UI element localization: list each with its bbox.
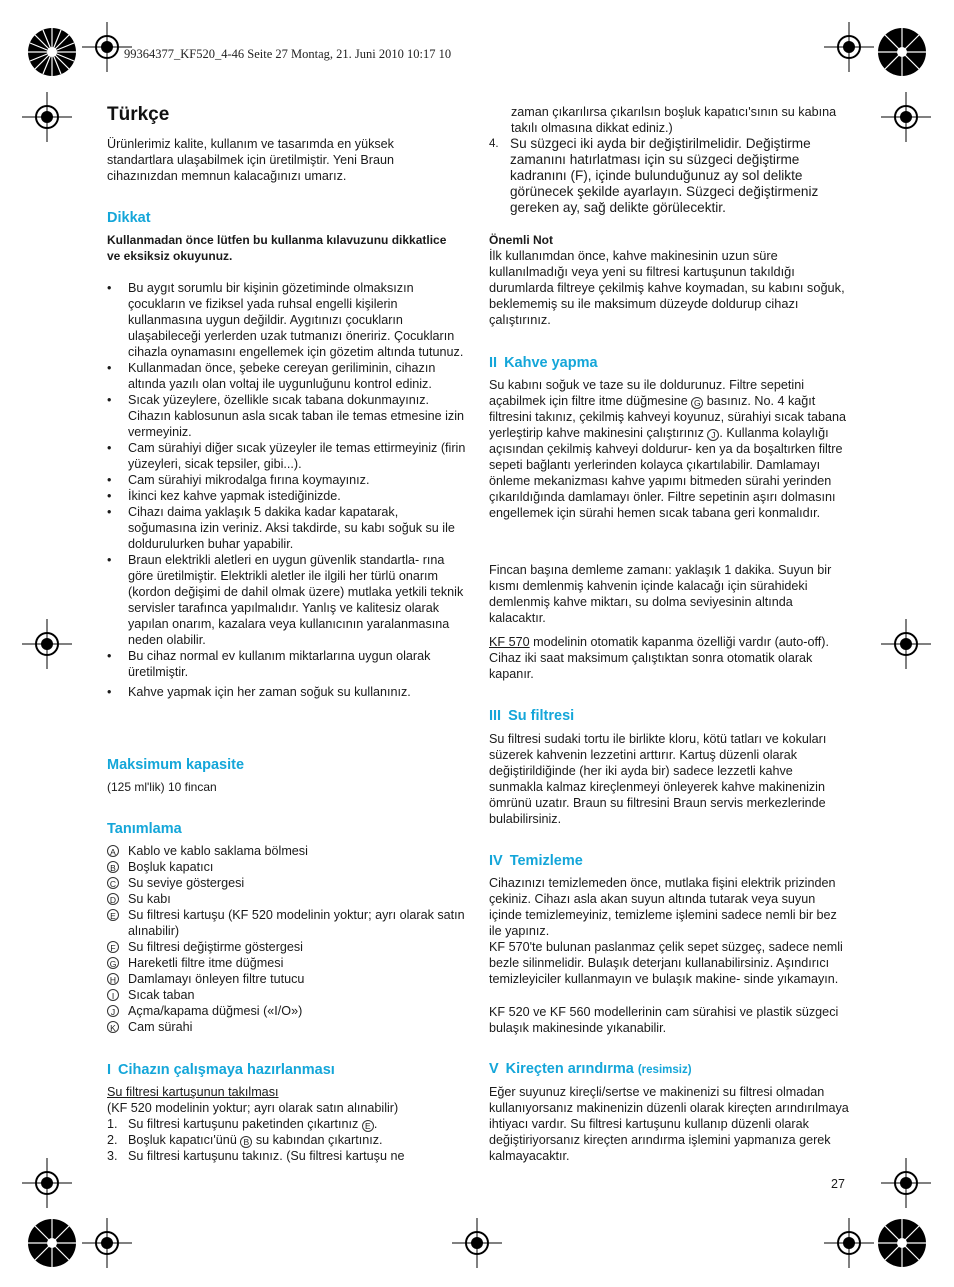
part-letter-icon: G — [107, 957, 119, 969]
list-item: • Cam sürahiyi diğer sıcak yüzeyler ile temas ettirmeyiniz (firin yüzeyleri, sicak tepsiler, gibi...). — [107, 440, 467, 472]
section-title: Kireçten arındırma — [505, 1061, 634, 1077]
list-item: 2. Boşluk kapatıcı'ünü B su kabından çıkartınız. — [107, 1133, 383, 1147]
crosshair-mark-mid-right — [881, 619, 931, 669]
list-item: • İkinci kez kahve yapmak istediğinizde. — [107, 488, 467, 504]
cleaning-paragraph-1: Cihazınızı temizlemeden önce, mutlaka fişini elektrik prizinden çekiniz. Cihazı asla akan suyun altında tutarak veya suyun içinde temizlemeyiniz, temizleme işlemini sadece nemli bir bez ile yapınız. — [489, 876, 837, 938]
section-title: Kahve yapma — [504, 355, 598, 371]
crosshair-mark-top-right — [824, 22, 874, 72]
descaling-text: Eğer suyunuz kireçli/sertse ve makinenizi su filtresi olmadan kullanıyorsanız makinenizin düzenli olarak kireçten arındırılmaya ihtiyacı vardır. Su filtresi kartuşunu kullanıp düzenli olarak değiştiriyorsanız kireçten arındırma işlemini yapmanıza gerek kalmayacaktır. — [489, 1085, 849, 1163]
section-number: V — [489, 1061, 499, 1077]
list-item — [107, 907, 467, 939]
capacity-heading: Maksimum kapasite — [107, 757, 245, 773]
list-item — [107, 1019, 467, 1035]
part-label: Boşluk kapatıcı — [128, 860, 214, 874]
part-label: Hareketli filtre itme düğmesi — [128, 956, 284, 970]
part-ref-icon: B — [240, 1136, 252, 1148]
part-label: Su seviye göstergesi — [128, 876, 245, 890]
list-item — [107, 971, 467, 987]
part-label: Kablo ve kablo saklama bölmesi — [128, 844, 308, 858]
list-item: • Bu aygıt sorumlu bir kişinin gözetiminde olmaksızın çocukların ve fiziksel yada ruhsal engelli kişilerin kullanmasına uygun değildir. Aygıtınızı çocukların ulaşabileceği yerlerden uzak tutmanızı öneririz. Çocukların cihazla oynamasını engellemek için gözetim altında tutunuz. — [107, 280, 467, 360]
page-title: Türkçe — [107, 104, 170, 125]
list-item: • Cam sürahiyi mikrodalga fırına koymayınız. — [107, 472, 467, 488]
step-number: 2. — [107, 1133, 118, 1147]
list-item: 4. Su süzgeci iki ayda bir değiştirilmelidir. Değiştirme zamanını hatırlatması için su süzgeci değiştirme kadranını (F), içinde bulunduğunuz ay sol delikte görünecek şekilde ayarlayın. Süzgeci değiştirmeniz gereken ay, sağ delikte görülecektir. — [489, 136, 819, 215]
list-item: • Kahve yapmak için her zaman soğuk su kullanınız. — [107, 684, 467, 700]
part-letter-icon: K — [107, 1021, 119, 1033]
filter-heading — [489, 708, 574, 724]
crosshair-mark-mid-left — [22, 619, 72, 669]
part-letter-icon: B — [107, 861, 119, 873]
registration-mark-bottom-left — [22, 1213, 82, 1273]
section-number: III — [489, 708, 502, 724]
list-item: 3. Su filtresi kartuşunu takınız. (Su filtresi kartuşu ne — [107, 1149, 405, 1163]
list-item: • Kullanmadan önce, şebeke cereyan geriliminin, cihazın altında yazılı olan voltaj ile uygunluğunu kontrol ediniz. — [107, 360, 467, 392]
part-label: Su filtresi değiştirme göstergesi — [128, 940, 303, 954]
prep-step4 — [489, 136, 851, 216]
crosshair-mark-bottom-center — [452, 1218, 502, 1268]
crosshair-mark-upper-right — [881, 92, 931, 142]
list-item — [107, 875, 467, 891]
part-letter-icon: A — [107, 845, 119, 857]
section-number: I — [107, 1062, 112, 1078]
list-item — [107, 955, 467, 971]
crosshair-mark-upper-left — [22, 92, 72, 142]
step3-continuation: zaman çıkarılırsa çıkarılsın boşluk kapatıcı'sının su kabına takılı olmasına dikkat ediniz.) — [511, 105, 837, 135]
step-number: 3. — [107, 1149, 118, 1163]
list-item — [107, 859, 467, 875]
part-ref-icon: G — [691, 397, 703, 409]
coffee-paragraph-3: KF 570 modelinin otomatik kapanma özelliği vardır (auto-off). Cihaz iki saat maksimum çalıştıktan sonra otomatik olarak kapanır. — [489, 635, 829, 681]
list-item — [107, 843, 467, 859]
parts-list — [107, 843, 467, 1035]
part-ref-icon: E — [362, 1120, 374, 1132]
coffee-paragraph-2: Fincan başına demleme zamanı: yaklaşık 1 dakika. Suyun bir kısmı demlenmiş kahvenin içinde kalacağı için sürahideki demlenmiş kahve miktarı, su dolma seviyesinin altında kalacaktır. — [489, 563, 832, 625]
step-number: 4. — [489, 138, 499, 150]
important-text: İlk kullanımdan önce, kahve makinesinin uzun süre kullanılmadığı veya yeni su filtresi kartuşunun takıldığı durumlarda filtreye çekilmiş kahve koymadan, su kabını soğuk, beklememiş su ile maksimum düzeyde doldurup cihazı çalıştırınız. — [489, 248, 845, 327]
description-heading: Tanımlama — [107, 821, 182, 837]
registration-mark-top-left — [22, 22, 82, 82]
section-title: Cihazın çalışmaya hazırlanması — [118, 1062, 335, 1078]
part-letter-icon: J — [107, 1005, 119, 1017]
part-letter-icon: E — [107, 909, 119, 921]
prep-subheading: Su filtresi kartuşunun takılması — [107, 1085, 279, 1099]
list-item: • Braun elektrikli aletleri en uygun güvenlik standartla- rına göre üretilmiştir. Elektrikli aletler ile ilgili her türlü onarım (kordon değişimi de dahil olmak üzere) mutlaka yetkili teknik servisler tarafınca yapılmalıdır. Yanlış ve kalitesiz olarak yapılan onarım, kazalara veya kullanıcının yaralanmasına neden olabilir. — [107, 552, 467, 648]
part-label: Açma/kapama düğmesi («I/O») — [128, 1004, 303, 1018]
crosshair-mark-bottom-right — [824, 1218, 874, 1268]
caution-lead: Kullanmadan önce lütfen bu kullanma kılavuzunu dikkatlice ve eksiksiz okuyunuz. — [107, 233, 447, 263]
coffee-paragraph-1: Su kabını soğuk ve taze su ile doldurunuz. Filtre sepetini açabilmek için filtre itme düğmesine G basınız. No. 4 kağıt filtresini takınız, çekilmiş kahveyi koyunuz, sürahiyi sıcak tabana yerleştirip kahve makinesini çalıştırınız J . Kullanma kolaylığı açısından çekilmiş kahveyi doldurur- ken ya da boşaltırken filtre sepeti bağlantı yerlerinden kolayca çıkartılabilir. Damlamayı önleme mekanizması kahve yapımı bitmeden sürahi yerinden çıkarıldığında damlamayı önler. Filtre sepetinin aşırı dolmasını engellemek için sürahi hemen sıcak tabana geri konmalıdır. — [489, 378, 846, 520]
part-letter-icon: D — [107, 893, 119, 905]
intro-paragraph: Ürünlerimiz kalite, kullanım ve tasarımda en yüksek standartlara ulaşabilmek için üretilmiştir. Yeni Braun cihazınızdan memnun kalacağınızı umarız. — [107, 137, 394, 183]
descaling-heading — [489, 1061, 692, 1077]
list-item — [107, 987, 467, 1003]
part-letter-icon: C — [107, 877, 119, 889]
prep-steps — [107, 1116, 467, 1164]
part-letter-icon: F — [107, 941, 119, 953]
registration-mark-bottom-right — [872, 1213, 932, 1273]
crosshair-mark-lower-left — [22, 1158, 72, 1208]
section-title: Temizleme — [509, 853, 583, 869]
cleaning-paragraph-3: KF 520 ve KF 560 modellerinin cam sürahisi ve plastik süzgeci bulaşık makinesinde yıkanabilir. — [489, 1005, 839, 1035]
section-number: II — [489, 355, 498, 371]
part-letter-icon: I — [107, 989, 119, 1001]
part-label: Su filtresi kartuşu (KF 520 modelinin yoktur; ayrı olarak satın alınabilir) — [128, 908, 465, 938]
caution-list — [107, 280, 467, 700]
part-ref-icon: J — [707, 429, 719, 441]
step-number: 1. — [107, 1117, 118, 1131]
part-label: Damlamayı önleyen filtre tutucu — [128, 972, 305, 986]
caution-heading: Dikkat — [107, 210, 151, 226]
registration-mark-top-right — [872, 22, 932, 82]
list-item — [107, 891, 467, 907]
part-label: Su kabı — [128, 892, 171, 906]
cleaning-heading — [489, 853, 583, 869]
list-item: • Bu cihaz normal ev kullanım miktarlarına uygun olarak üretilmiştir. — [107, 648, 467, 680]
cleaning-paragraph-2: KF 570'te bulunan paslanmaz çelik sepet süzgeç, sadece nemli bezle silinmelidir. Bulaşık deterjanı kullanabilirsiniz. Aşındırıcı temizleyiciler kullanmayın ve bulaşık makine- sinde yıkamayın. — [489, 940, 843, 986]
coffee-heading — [489, 355, 598, 371]
section-title: Su filtresi — [508, 708, 575, 724]
model-name: KF 570 — [489, 635, 530, 649]
list-item: 1. Su filtresi kartuşunu paketinden çıkartınız E . — [107, 1117, 378, 1131]
part-label: Cam sürahi — [128, 1020, 193, 1034]
section-number: IV — [489, 853, 503, 869]
important-heading: Önemli Not — [489, 233, 554, 247]
page-number: 27 — [831, 1177, 845, 1191]
print-header: 99364377_KF520_4-46 Seite 27 Montag, 21. Juni 2010 10:17 10 — [124, 47, 452, 61]
crosshair-mark-bottom-left — [82, 1218, 132, 1268]
section-note: (resimsiz) — [637, 1064, 692, 1076]
prep-heading — [107, 1062, 335, 1078]
prep-note: (KF 520 modelinin yoktur; ayrı olarak satın alınabilir) — [107, 1101, 399, 1115]
filter-text: Su filtresi sudaki tortu ile birlikte kloru, kötü tatları ve kokuları süzerek kahvenin lezzetini arttırır. Kartuş düzenli olarak değiştirildiğinde (her iki ayda bir) sadece lezzetli kahve sunmakla kalmaz kireçlenmeyi önleyerek kahve makinenizin ömrünü uzatır. Braun su filtresini Braun servis merkezlerinde bulabilirsiniz. — [489, 732, 827, 826]
capacity-text: (125 ml'lik) 10 fincan — [107, 780, 217, 794]
list-item: • Cihazı daima yaklaşık 5 dakika kadar kapatarak, soğumasına izin veriniz. Aksi takdirde, su kabı soğuk su ile doldurulurken buhar yapabilir. — [107, 504, 467, 552]
part-letter-icon: H — [107, 973, 119, 985]
list-item — [107, 939, 467, 955]
list-item: • Sıcak yüzeylere, özellikle sıcak tabana dokunmayınız. Cihazın kablosunun asla sıcak taban ile temas etmesine izin vermeyiniz. — [107, 392, 467, 440]
crosshair-mark-lower-right — [881, 1158, 931, 1208]
list-item — [107, 1003, 467, 1019]
part-label: Sıcak taban — [128, 988, 195, 1002]
